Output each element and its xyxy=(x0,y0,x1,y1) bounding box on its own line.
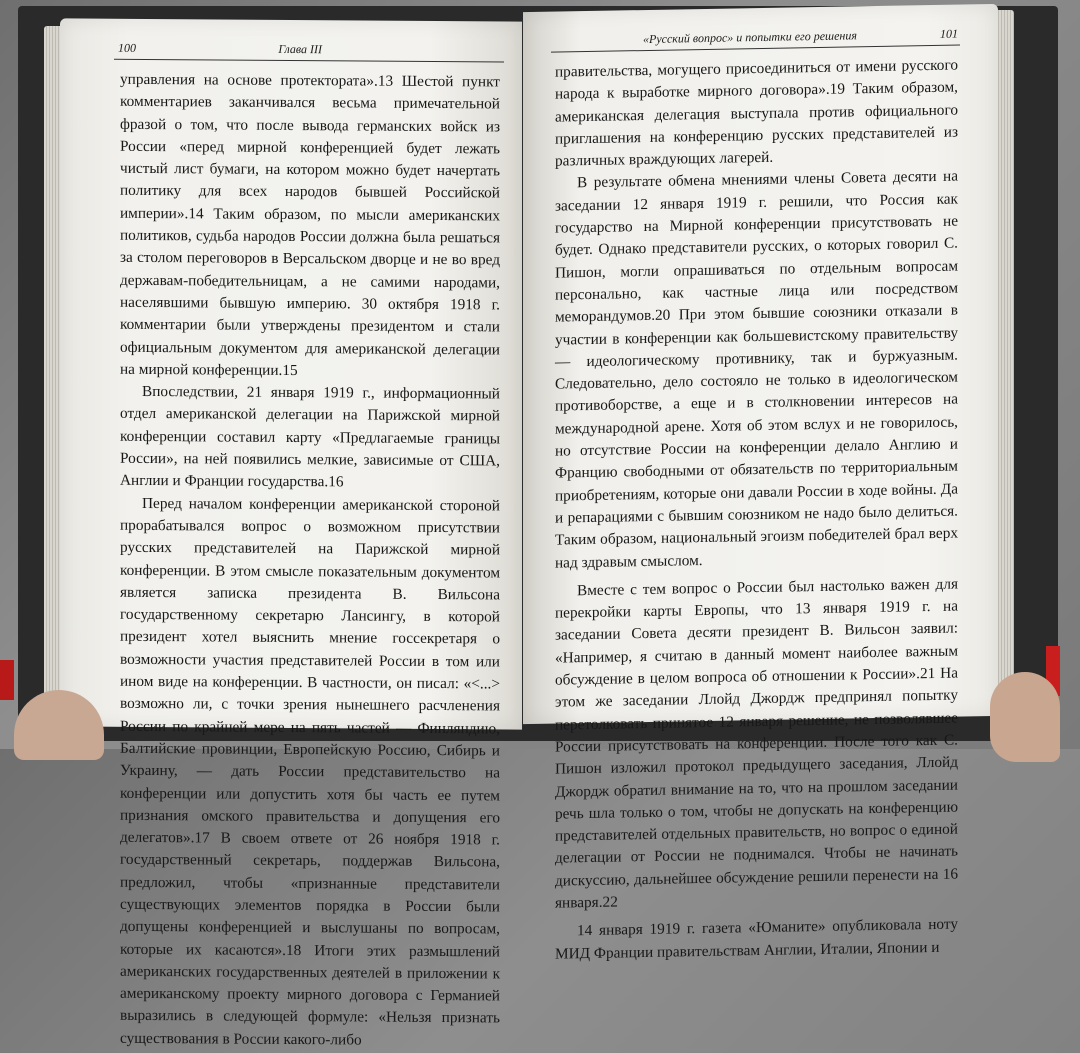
right-paragraph: В результате обмена мнениями члены Совета десяти на заседании 12 января 1919 г. решили, что Россия как государство на Мирной конференции присутствовать не будет. Однако представители русских, о которых говорил С. Пишон, могли опрашиваться по отдельным вопросам персонально, как частные лица или посредством меморандумов.20 При этом бывшие союзники отказали в участии в конференции как большевистскому правительству — идеологическому противнику, так и буржуазным. Следовательно, дело состояло не только в идеологическом противоборстве, а еще и в столкновении интересов на международной арене. Хотя об этом вслух и не говорилось, но отсутствие России на конференции делало Англию и Францию свободными от обязательств по территориальным приобретениям, которые они давали России в ходе войны. Да и репарациями с бывшим союзником не надо было делиться. Таким образом, национальный эгоизм победителей брал верх над здравым смыслом. xyxy=(555,168,958,572)
right-paragraph: Вместе с тем вопрос о России был настолько важен для перекройки карты Европы, что 13 января 1919 г. на заседании Совета десяти президент В. Вильсон заявил: «Например, я считаю в данный момент наиболее важным обсуждение в целом вопроса об отношении к России».21 На этом же заседании Ллойд Джордж предпринял попытку перетолковать принятое 12 января решение, не позволявшее России присутствовать на конференции. После того как С. Пишон изложил протокол предыдущего заседания, Ллойд Джордж обратил внимание на то, что на прошлом заседании речь шла только о том, чтобы не допускать на конференцию представителей отдельных правительств, но вопрос о единой делегации от России не поднимался. Чтобы не начинать дискуссию, дальнейшее обсуждение решили перенести на 16 января.22 xyxy=(555,575,958,912)
right-page-number: 101 xyxy=(940,26,958,41)
right-paragraph: 14 января 1919 г. газета «Юманите» опубликовала ноту МИД Франции правительствам Англии, Италии, Японии и xyxy=(555,915,958,963)
left-running-head: Глава III xyxy=(278,41,322,57)
left-page-text xyxy=(120,69,500,1053)
right-running-head: «Русский вопрос» и попытки его решения xyxy=(643,28,857,47)
left-paragraph: Впоследствии, 21 января 1919 г., информационный отдел американской делегации на Парижской мирной конференции составил карту «Предлагаемые границы России», на ней появились мелкие, зависимые от США, Англии и Франции государства.16 xyxy=(120,383,500,491)
cover-red-strip-left xyxy=(0,660,14,700)
left-page xyxy=(60,18,522,1049)
right-page xyxy=(523,4,998,963)
left-paragraph: Перед началом конференции американской стороной прорабатывался вопрос о возможном присутствии русских представителей на Парижской мирной конференции. В этом смысле показательным документом является записка президента В. Вильсона государственному секретарю Лансингу, в которой президент хотел выяснить мнение госсекретаря о возможности участия представителей России в том или ином виде на конференции. В частности, он писал: «<...> возможно ли, с точки зрения нынешнего расчленения России по крайней мере на пять частей — Финляндию, Балтийские провинции, Европейскую Россию, Сибирь и Украину, — дать России представительство на конференции или допустить хотя бы часть ее путем признания омского правительства и допущения его делегатов».17 В своем ответе от 26 ноября 1918 г. государственный секретарь, поддержав Вильсона, предложил, чтобы «признанные представители существующих элементов порядка в России были допущены конференцией и выслушаны по вопросам, которые их касаются».18 Итоги этих размышлений американских государственных деятелей в приложении к американскому проекту мирного договора с Германией выразились в следующей формуле: «Нельзя признать существования в России какого-либо xyxy=(120,494,500,1049)
left-paragraph: управления на основе протектората».13 Шестой пункт комментариев заканчивался весьма примечательной фразой о том, что после вывода германских войск из России «перед мирной конференцией будет лежать чистый лист бумаги, на котором можно будет начертать политику для всех народов бывшей Российской империи».14 Таким образом, по мысли американских политиков, судьба народов России должна была решаться за столом переговоров в Версальском дворце и не во вред державам-победительницам, а не самими народами, населявшими бывшую империю. 30 октября 1918 г. комментарии были утверждены президентом и стали официальным документом для американской делегации на мирной конференции.15 xyxy=(120,70,500,379)
left-page-number: 100 xyxy=(118,40,136,55)
right-paragraph: правительства, могущего присоединиться от имени русского народа к выработке мирного договора».19 Таким образом, американская делегация выступала против официального приглашения на конференцию русских представителей из различных враждующих лагерей. xyxy=(555,56,958,170)
right-page-edges xyxy=(996,10,1014,710)
left-page-header xyxy=(118,41,502,59)
right-page-text xyxy=(555,55,958,966)
left-header-rule xyxy=(114,59,504,63)
